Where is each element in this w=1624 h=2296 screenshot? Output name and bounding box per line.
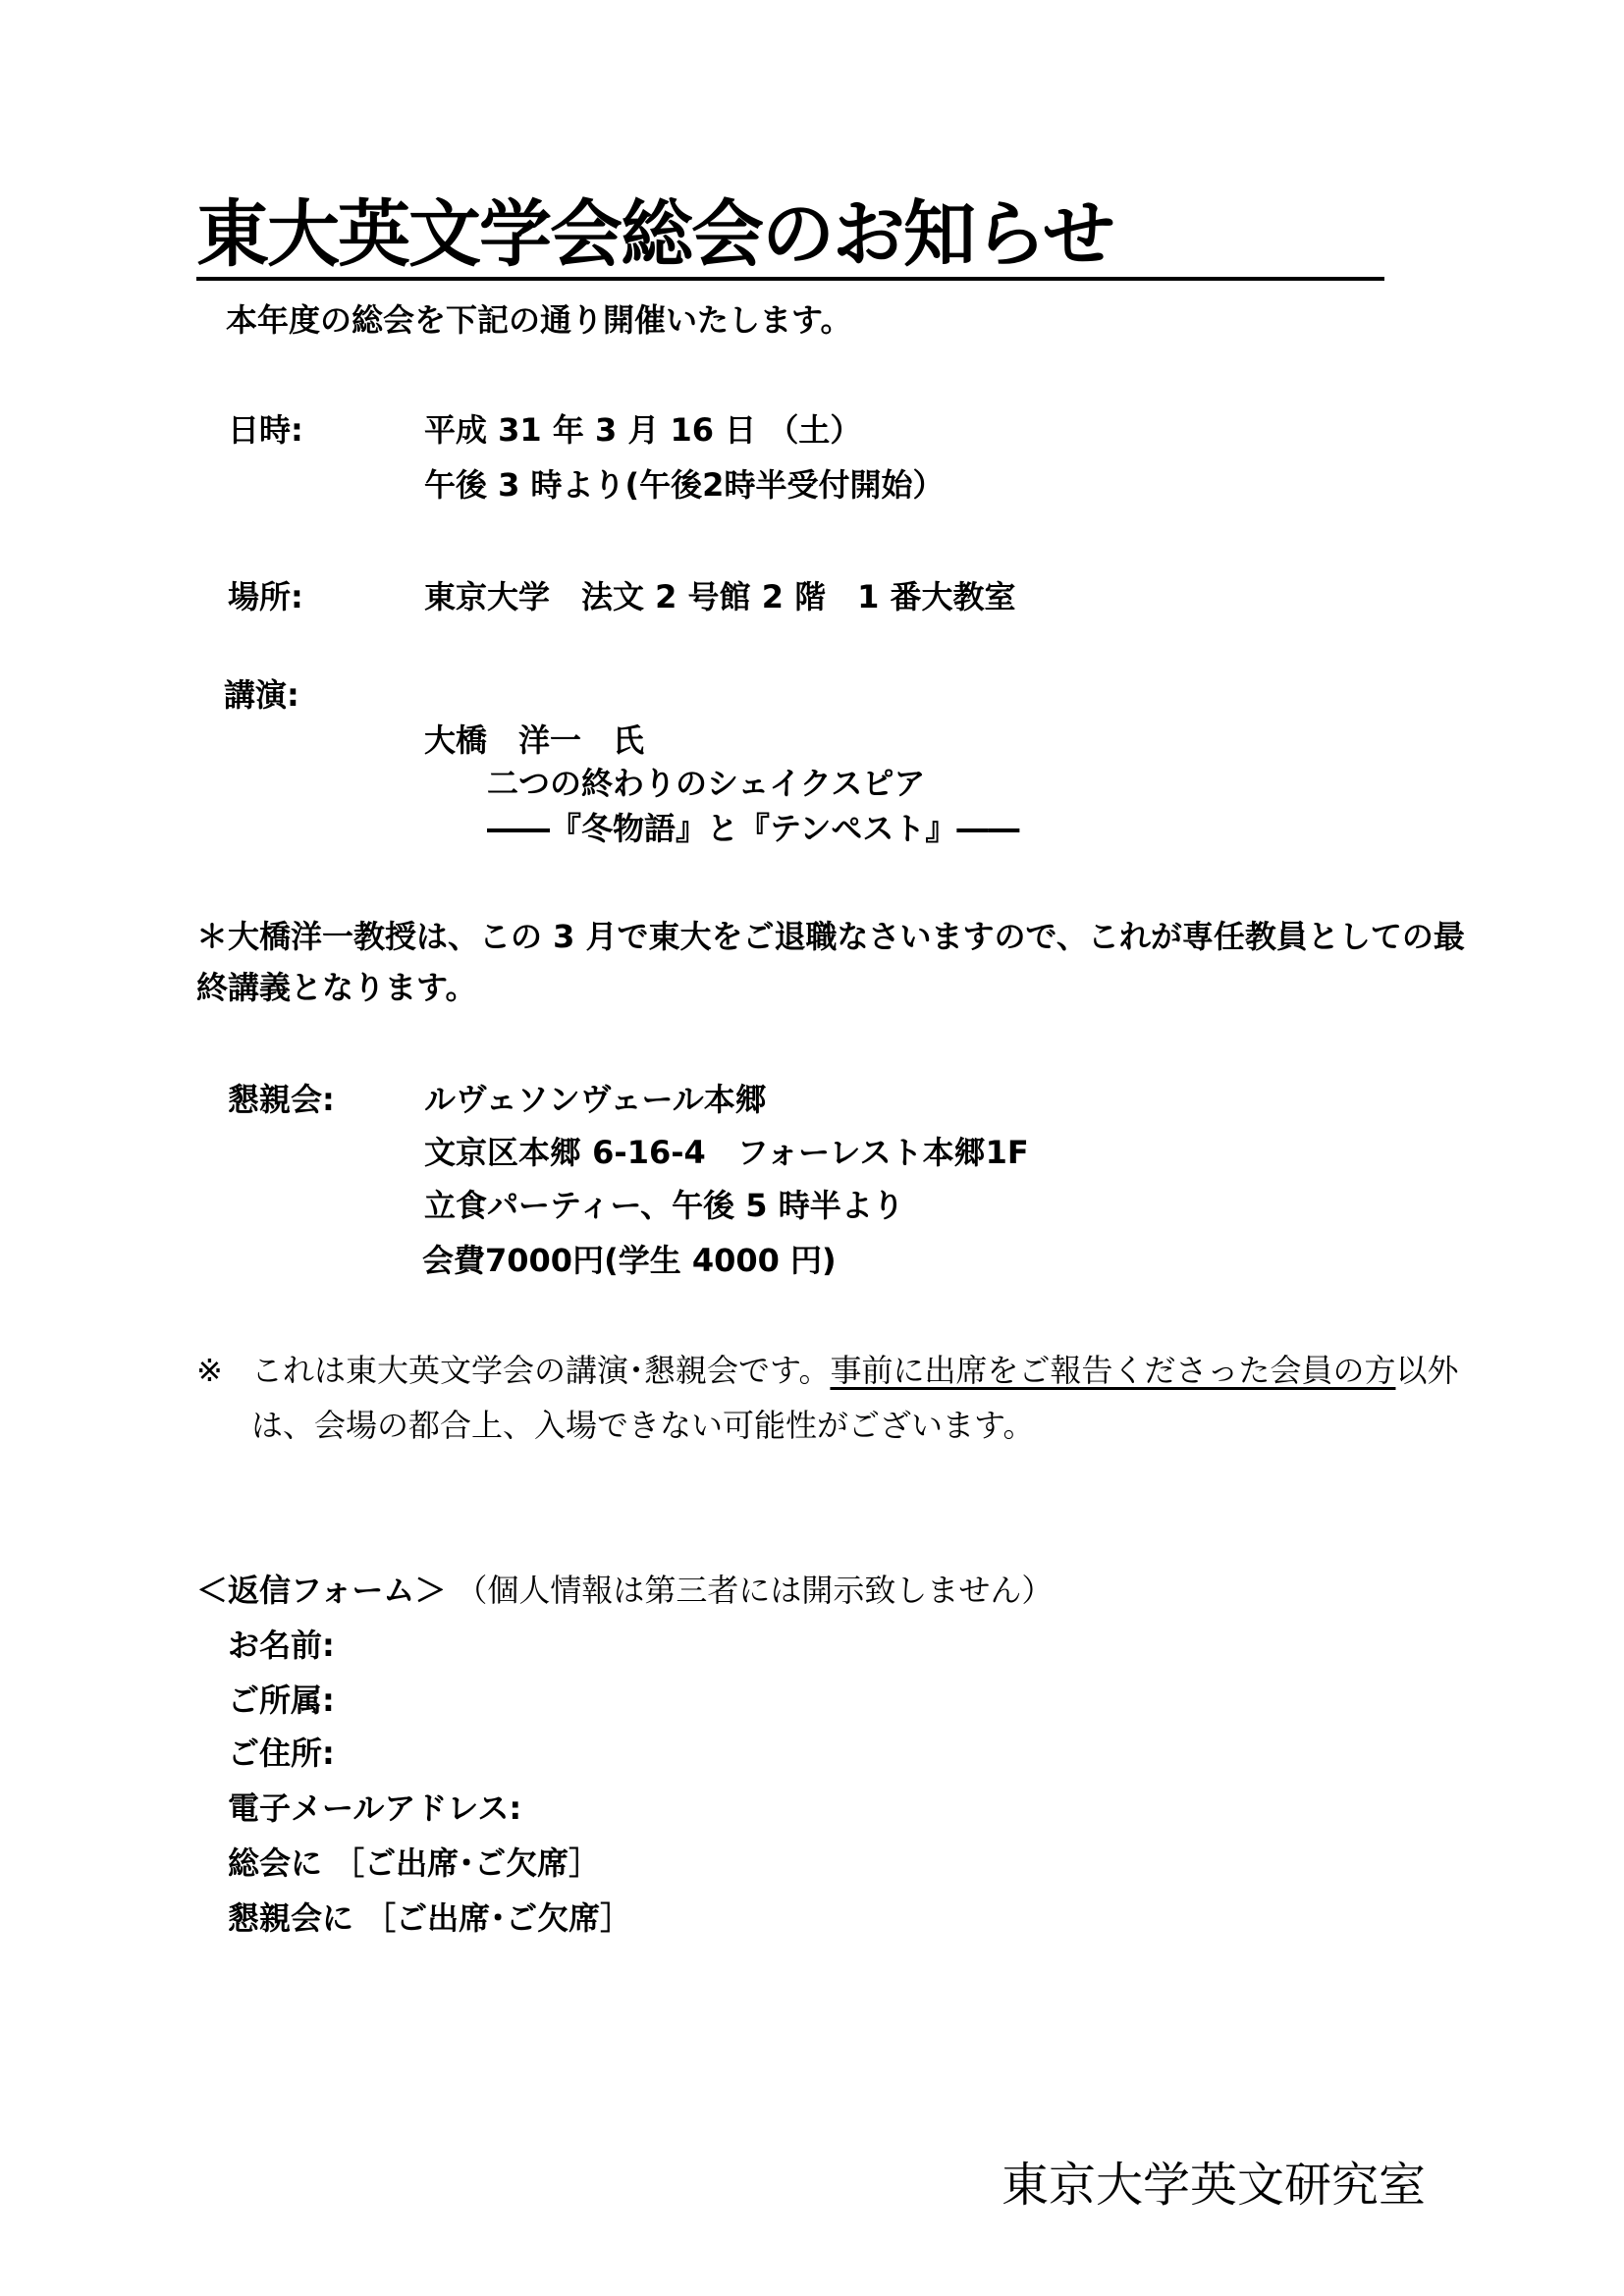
- datetime-line1: 平成 31 年 3 月 16 日 （土）: [424, 411, 862, 449]
- party-venue: ルヴェソンヴェール本郷: [424, 1081, 767, 1118]
- place-label: 場所:: [228, 578, 303, 615]
- notice-line1-post: 以外: [1395, 1352, 1459, 1389]
- reply-field-affiliation: ご所属:: [228, 1682, 335, 1719]
- notice-title: 東大英文学会総会のお知らせ: [196, 192, 1113, 277]
- reply-field-address: ご住所:: [228, 1735, 335, 1772]
- notice-line1-pre: これは東大英文学会の講演･懇親会です。: [251, 1352, 831, 1389]
- privacy-note: （個人情報は第三者には開示致しません）: [456, 1572, 1054, 1609]
- lecture-label: 講演:: [224, 676, 299, 714]
- lecture-title: 二つの終わりのシェイクスピア: [487, 765, 926, 802]
- reply-field-party-attendance: 懇親会に ［ご出席･ご欠席］: [228, 1899, 632, 1937]
- reply-field-meeting-attendance: 総会に ［ご出席･ご欠席］: [228, 1844, 601, 1882]
- notice-mark: ※: [196, 1352, 223, 1389]
- party-style: 立食パーティー、午後 5 時半より: [424, 1187, 904, 1224]
- party-label: 懇親会:: [228, 1081, 335, 1118]
- reply-form-title: ＜返信フォーム＞: [196, 1572, 447, 1609]
- reply-field-name: お名前:: [228, 1627, 335, 1664]
- datetime-line2: 午後 3 時より(午後2時半受付開始）: [424, 466, 945, 504]
- party-fee: 会費7000円(学生 4000 円): [422, 1242, 837, 1279]
- datetime-label: 日時:: [228, 411, 303, 449]
- reply-form-heading: [196, 1572, 1054, 1609]
- lecture-speaker: 大橋 洋一 氏: [424, 721, 645, 759]
- notice-line1-underlined: 事前に出席をご報告くださった会員の方: [830, 1352, 1396, 1389]
- retirement-note-line1: ＊大橋洋一教授は、この 3 月で東大をご退職なさいますので、これが専任教員としての最: [196, 918, 1465, 955]
- place-value: 東京大学 法文 2 号館 2 階 1 番大教室: [424, 578, 1016, 615]
- footer-organization: 東京大学英文研究室: [1001, 2158, 1427, 2213]
- reply-field-email: 電子メールアドレス:: [228, 1789, 522, 1827]
- retirement-note-line2: 終講義となります。: [196, 969, 477, 1006]
- notice-line2: は、会場の都合上、入場できない可能性がございます。: [251, 1407, 1035, 1444]
- party-address: 文京区本郷 6-16-4 フォーレスト本郷1F: [424, 1134, 1029, 1171]
- title-underline: [196, 277, 1384, 281]
- intro-text: 本年度の総会を下記の通り開催いたします。: [226, 301, 852, 339]
- lecture-subtitle: ――『冬物語』と『テンペスト』――: [487, 810, 1020, 847]
- notice-line1: [251, 1352, 1459, 1389]
